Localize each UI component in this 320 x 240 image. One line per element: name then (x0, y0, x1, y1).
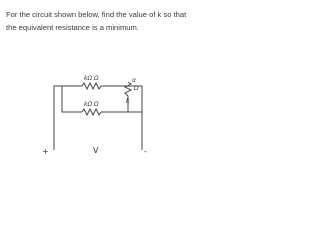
right-resistor-label-top: α (132, 77, 136, 84)
middle-resistor-label: kΩ Ω (84, 101, 99, 108)
minus-label: - (144, 147, 147, 156)
plus-label: + (42, 147, 49, 156)
top-resistor-label: kΩ Ω (84, 75, 99, 82)
inner-loop-right (101, 96, 128, 112)
source-label: V (93, 146, 99, 155)
right-resistor (125, 82, 131, 96)
right-resistor-label-bottom: k (126, 98, 130, 105)
inner-loop-left (62, 86, 82, 112)
middle-resistor (82, 109, 101, 115)
circuit-diagram (0, 0, 200, 162)
question-card (0, 0, 200, 162)
question-text: For the circuit shown below, find the value of k so that the equivalent resistance is a minimum. (6, 10, 187, 32)
right-resistor-label-right: Ω (134, 85, 139, 92)
outer-top-wire (54, 86, 82, 125)
top-resistor (82, 83, 101, 89)
